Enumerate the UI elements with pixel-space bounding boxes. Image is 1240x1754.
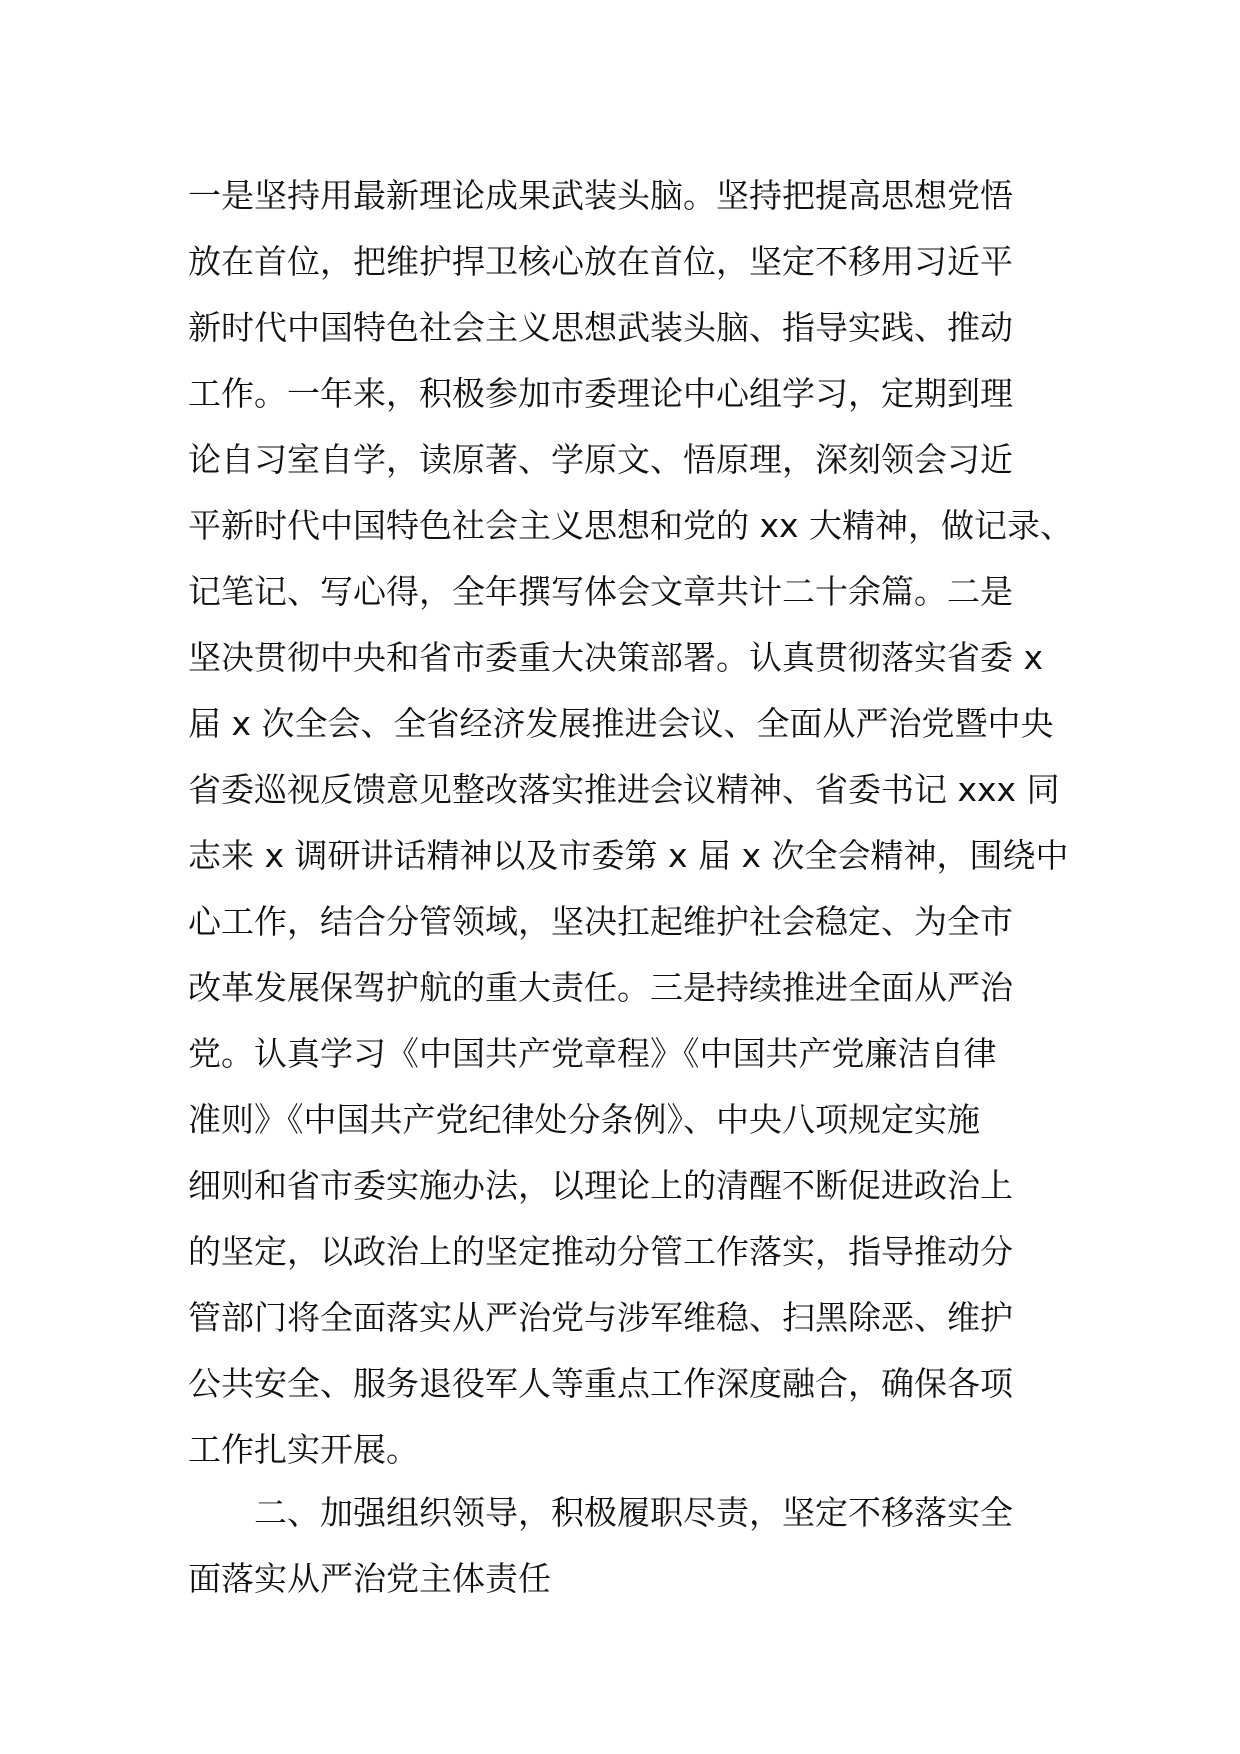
paragraph-line: 细则和省市委实施办法，以理论上的清醒不断促进政治上	[188, 1166, 1013, 1205]
paragraph-line: 一是坚持用最新理论成果武装头脑。坚持把提高思想党悟	[188, 176, 1013, 215]
paragraph-line: 公共安全、服务退役军人等重点工作深度融合，确保各项	[188, 1364, 1013, 1403]
heading-line: 二、加强组织领导，积极履职尽责，坚定不移落实全	[254, 1493, 1013, 1532]
paragraph-line: 准则》《中国共产党纪律处分条例》、中央八项规定实施	[188, 1100, 980, 1139]
paragraph-line: 改革发展保驾护航的重大责任。三是持续推进全面从严治	[188, 968, 1013, 1007]
paragraph-line: 工作。一年来，积极参加市委理论中心组学习，定期到理	[188, 374, 1013, 413]
paragraph-line: 论自习室自学，读原著、学原文、悟原理，深刻领会习近	[188, 440, 1013, 479]
paragraph-line: 心工作，结合分管领域，坚决扛起维护社会稳定、为全市	[188, 902, 1013, 941]
paragraph-line: 党。认真学习《中国共产党章程》《中国共产党廉洁自律	[188, 1034, 997, 1073]
heading-line: 面落实从严治党主体责任	[188, 1559, 551, 1598]
paragraph-line: 放在首位，把维护捍卫核心放在首位，坚定不移用习近平	[188, 242, 1013, 281]
paragraph-line: 工作扎实开展。	[188, 1430, 419, 1469]
body-paragraph	[188, 163, 1074, 1483]
paragraph-line: 平新时代中国特色社会主义思想和党的 xx 大精神，做记录、	[188, 506, 1074, 545]
paragraph-line: 新时代中国特色社会主义思想武装头脑、指导实践、推动	[188, 308, 1013, 347]
paragraph-line: 志来 x 调研讲话精神以及市委第 x 届 x 次全会精神，围绕中	[188, 836, 1069, 875]
paragraph-line: 记笔记、写心得，全年撰写体会文章共计二十余篇。二是	[188, 572, 1013, 611]
section-heading	[188, 1480, 1068, 1612]
paragraph-line: 管部门将全面落实从严治党与涉军维稳、扫黑除恶、维护	[188, 1298, 1013, 1337]
paragraph-line: 省委巡视反馈意见整改落实推进会议精神、省委书记 xxx 同	[188, 770, 1060, 809]
paragraph-line: 坚决贯彻中央和省市委重大决策部署。认真贯彻落实省委 x	[188, 638, 1044, 677]
paragraph-line: 届 x 次全会、全省经济发展推进会议、全面从严治党暨中央	[188, 704, 1054, 743]
paragraph-line: 的坚定，以政治上的坚定推动分管工作落实，指导推动分	[188, 1232, 1013, 1271]
